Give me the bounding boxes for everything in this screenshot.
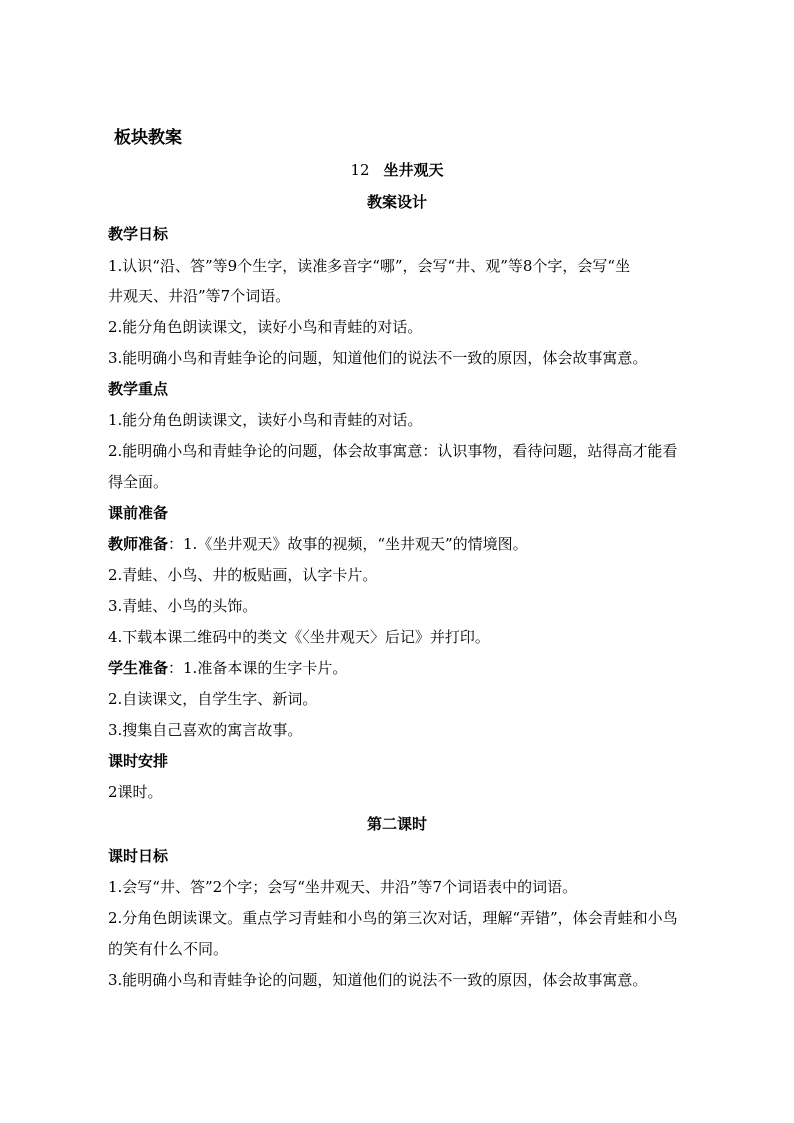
goals-heading: 教学日标 (108, 225, 169, 243)
lesson-title (0, 160, 794, 180)
focus-heading: 教学重点 (108, 380, 169, 398)
goal-1-line-2: 井观天、井沿”等7个词语。 (108, 287, 291, 305)
teacher-prep-4: 4.下载本课二维码中的类文《〈坐井观天〉后记》并打印。 (108, 628, 490, 646)
student-prep-text: ：1.准备本课的生字卡片。 (168, 659, 348, 677)
lesson-title-text: 坐井观天 (383, 161, 444, 179)
schedule-value: 2课时。 (108, 783, 163, 801)
teacher-prep-text: ：1.《坐井观天》故事的视频，“坐井观天”的情境图。 (168, 535, 528, 553)
schedule-heading: 课时安排 (108, 752, 169, 770)
teacher-prep-label: 教师准备 (108, 535, 169, 553)
period-goal-1: 1.会写“井、答”2个字；会写“坐井观天、井沿”等7个词语表中的词语。 (108, 878, 578, 896)
prep-heading: 课前准备 (108, 504, 169, 522)
teacher-prep-3: 3.青蛙、小鸟的头饰。 (108, 597, 258, 615)
student-prep-1 (108, 658, 347, 678)
block-title: 板块教案 (114, 128, 182, 148)
teacher-prep-2: 2.青蛙、小鸟、井的板贴画，认字卡片。 (108, 566, 378, 584)
period-heading: 第二课时 (366, 815, 427, 833)
student-prep-3: 3.搜集自己喜欢的寓言故事。 (108, 721, 303, 739)
goal-1-line-1: 1.认识“沿、答”等9个生字，读准多音字“哪”，会写“井、观”等8个字，会写“坐 (108, 257, 631, 275)
focus-2-line-1: 2.能明确小鸟和青蛙争论的问题，体会故事寓意：认识事物，看待问题，站得高才能看 (108, 442, 678, 460)
period-goal-3: 3.能明确小鸟和青蛙争论的问题，知道他们的说法不一致的原因，体会故事寓意。 (108, 971, 648, 989)
period-goals-heading: 课时日标 (108, 847, 169, 865)
student-prep-label: 学生准备 (108, 659, 169, 677)
teacher-prep-1 (108, 534, 528, 554)
goal-2: 2.能分角色朗读课文，读好小鸟和青蛙的对话。 (108, 318, 423, 336)
design-heading: 教案设计 (366, 193, 427, 211)
student-prep-2: 2.自读课文，自学生字、新词。 (108, 690, 318, 708)
lesson-number: 12 (350, 161, 370, 179)
goal-3: 3.能明确小鸟和青蛙争论的问题，知道他们的说法不一致的原因，体会故事寓意。 (108, 349, 648, 367)
focus-2-line-2: 得全面。 (108, 473, 169, 491)
period-goal-2-line-1: 2.分角色朗读课文。重点学习青蛙和小鸟的第三次对话，理解“弄错”，体会青蛙和小鸟 (108, 909, 678, 927)
focus-1: 1.能分角色朗读课文，读好小鸟和青蛙的对话。 (108, 411, 423, 429)
period-goal-2-line-2: 的笑有什么不同。 (108, 940, 229, 958)
